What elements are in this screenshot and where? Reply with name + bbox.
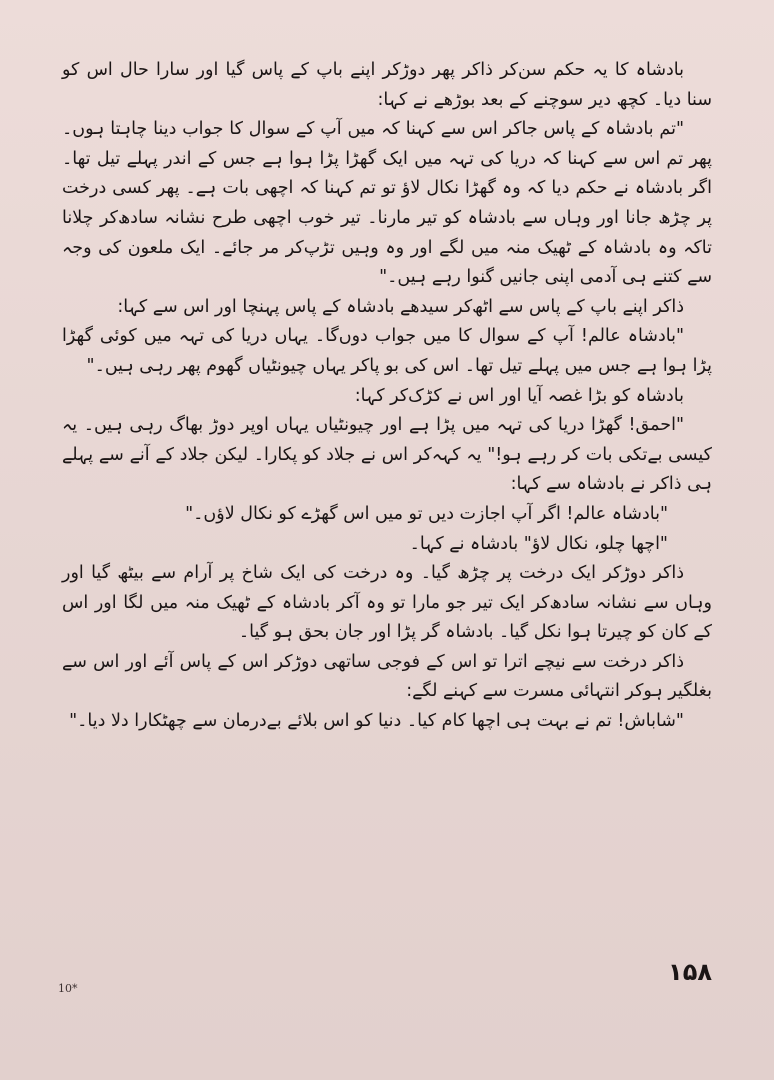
page-body-text: [62, 56, 712, 737]
page-number: ۱۵۸: [668, 958, 712, 986]
paragraph: "اچھا چلو، نکال لاؤ" بادشاہ نے کہا۔: [409, 533, 668, 554]
paragraph: ذاکر اپنے باپ کے پاس سے اٹھ‌کر سیدھے بادشاہ کے پاس پہنچا اور اس سے کہا:: [117, 296, 684, 317]
paragraph: بادشاہ کو بڑا غصہ آیا اور اس نے کڑک‌کر کہا:: [354, 385, 684, 406]
paragraph: "بادشاہ عالم! اگر آپ اجازت دیں تو میں اس گھڑے کو نکال لاؤں۔": [185, 503, 668, 524]
paragraph: "شاباش! تم نے بہت ہی اچھا کام کیا۔ دنیا کو اس بلائے بےدرمان سے چھٹکارا دلا دیا۔": [69, 711, 684, 732]
paragraph: ذاکر درخت سے نیچے اترا تو اس کے فوجی ساتھی دوڑکر اس کے پاس آئے اور اس سے بغلگیر ہوکر انتہائی مسرت سے کہنے لگے:: [62, 651, 712, 702]
paragraph: بادشاہ کا یہ حکم سن‌کر ذاکر پھر دوڑکر اپنے باپ کے پاس گیا اور سارا حال اس کو سنا دیا۔ کچھ دیر سوچنے کے بعد بوڑھے نے کہا:: [62, 60, 712, 110]
paragraph: "تم بادشاہ کے پاس جاکر اس سے کہنا کہ میں آپ کے سوال کا جواب دینا چاہتا ہوں۔ پھر تم اس سے کہنا کہ دریا کی تہہ میں ایک گھڑا پڑا ہوا ہے جس کے اندر پہلے تیل تھا۔ اگر بادشاہ نے حکم دیا کہ وہ گھڑا نکال لاؤ تو تم کہنا کہ اچھی بات ہے۔ پھر کسی درخت پر چڑھ جانا اور وہاں سے بادشاہ کو تیر مارنا۔ تیر خوب اچھی طرح نشانہ سادھ‌کر چلانا تاکہ وہ بادشاہ کے ٹھیک منہ میں لگے اور وہ وہیں تڑپ‌کر مر جائے۔ ایک ملعون کی وجہ سے کتنے ہی آدمی اپنی جانیں گنوا رہے ہیں۔": [62, 119, 712, 288]
paragraph: "احمق! گھڑا دریا کی تہہ میں پڑا ہے اور چیونٹیاں یہاں اوپر دوڑ بھاگ رہی ہیں۔ یہ کیسی بےتکی بات کر رہے ہو!" یہ کہہ‌کر اس نے جلاد کو پکارا۔ لیکن جلاد کے آنے سے پہلے ہی ذاکر نے بادشاہ سے کہا:: [62, 415, 712, 495]
printer-signature-mark: 10*: [58, 982, 78, 995]
paragraph: "بادشاہ عالم! آپ کے سوال کا میں جواب دوں‌گا۔ یہاں دریا کی تہہ میں کوئی گھڑا پڑا ہوا ہے جس میں پہلے تیل تھا۔ اس کی بو پاکر یہاں چیونٹیاں گھوم پھر رہی ہیں۔": [62, 326, 712, 376]
paragraph: ذاکر دوڑکر ایک درخت پر چڑھ گیا۔ وہ درخت کی ایک شاخ پر آرام سے بیٹھ گیا اور وہاں سے نشانہ سادھ‌کر ایک تیر جو مارا تو وہ آکر بادشاہ کے ٹھیک منہ میں لگا اور اس کے کان کو چیرتا ہوا نکل گیا۔ بادشاہ گر پڑا اور جان بحق ہو گیا۔: [62, 563, 712, 643]
